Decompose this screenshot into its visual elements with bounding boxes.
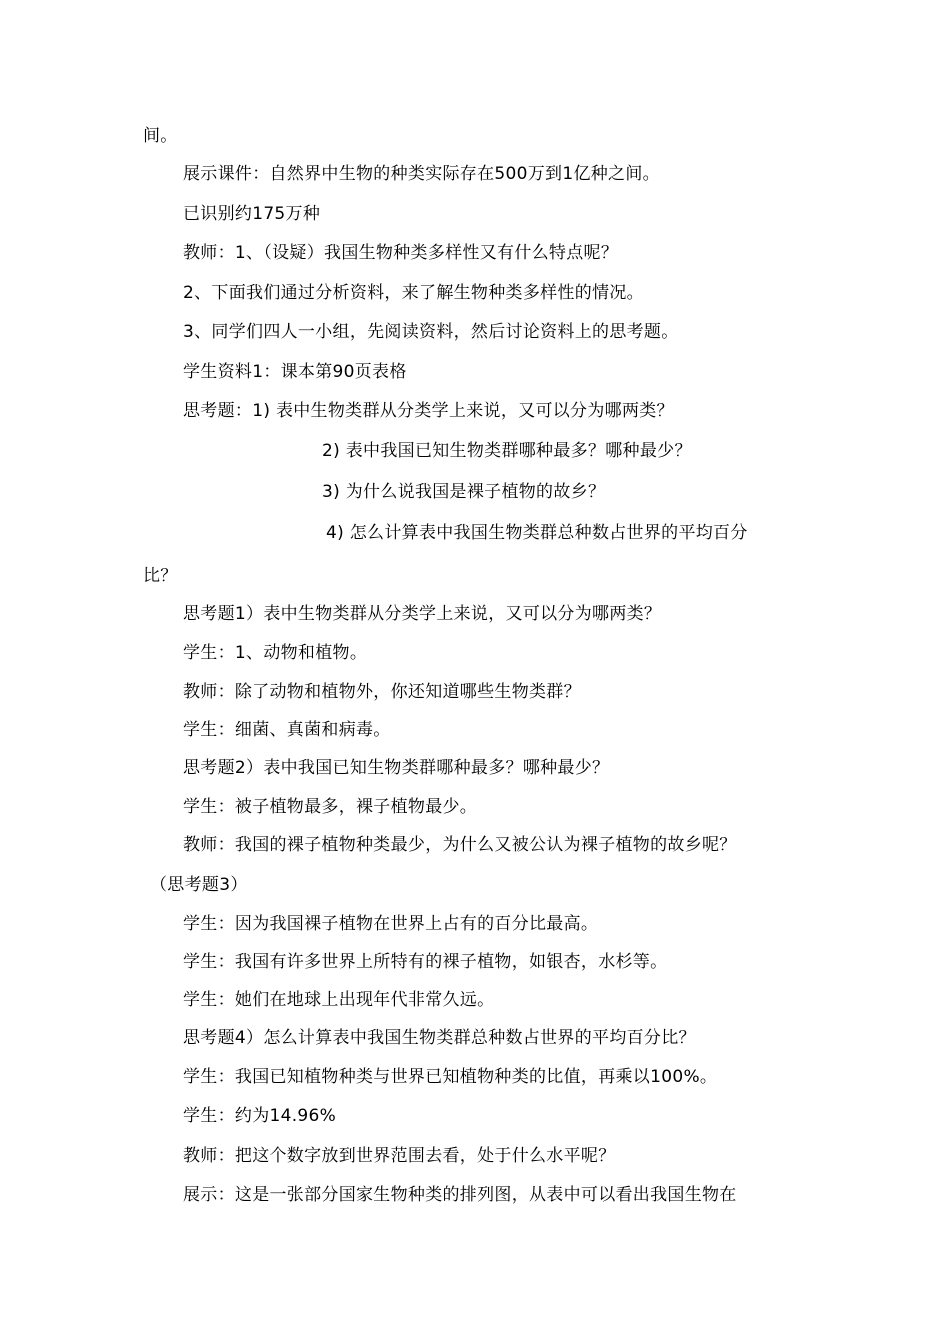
paragraph-line: 展示课件：自然界中生物的种类实际存在500万到1亿种之间。 bbox=[183, 164, 660, 184]
question-line: 3) 为什么说我国是裸子植物的故乡？ bbox=[322, 482, 606, 502]
paragraph-line: 学生：约为14.96% bbox=[183, 1106, 337, 1126]
paragraph-line: 学生：因为我国裸子植物在世界上占有的百分比最高。 bbox=[183, 914, 599, 934]
paragraph-line: 已识别约175万种 bbox=[183, 204, 321, 224]
paragraph-line: 思考题1）表中生物类群从分类学上来说，又可以分为哪两类？ bbox=[183, 604, 662, 624]
paragraph-line: 学生：被子植物最多，裸子植物最少。 bbox=[183, 797, 478, 817]
question-line: 2) 表中我国已知生物类群哪种最多？哪种最少？ bbox=[322, 441, 692, 461]
paragraph-line: 教师：把这个数字放到世界范围去看，处于什么水平呢？ bbox=[183, 1146, 616, 1166]
question-line: 思考题：1) 表中生物类群从分类学上来说，又可以分为哪两类？ bbox=[183, 401, 674, 421]
paragraph-line: 教师：1、（设疑）我国生物种类多样性又有什么特点呢？ bbox=[183, 243, 619, 263]
paragraph-line: 学生：我国已知植物种类与世界已知植物种类的比值，再乘以100%。 bbox=[183, 1067, 718, 1087]
paragraph-line: 学生：她们在地球上出现年代非常久远。 bbox=[183, 990, 495, 1010]
paragraph-line: 学生：1、动物和植物。 bbox=[183, 643, 368, 663]
paragraph-line: 3、同学们四人一小组，先阅读资料，然后讨论资料上的思考题。 bbox=[183, 322, 679, 342]
paragraph-line: 学生：我国有许多世界上所特有的裸子植物，如银杏，水杉等。 bbox=[183, 952, 668, 972]
paragraph-line: 学生资料1：课本第90页表格 bbox=[183, 362, 407, 382]
paragraph-line: 思考题4）怎么计算表中我国生物类群总种数占世界的平均百分比？ bbox=[183, 1028, 696, 1048]
paragraph-line: （思考题3） bbox=[150, 875, 248, 895]
question-line: 4) 怎么计算表中我国生物类群总种数占世界的平均百分 bbox=[326, 523, 748, 543]
paragraph-line: 2、下面我们通过分析资料，来了解生物种类多样性的情况。 bbox=[183, 283, 644, 303]
paragraph-line: 教师：我国的裸子植物种类最少，为什么又被公认为裸子植物的故乡呢？ bbox=[183, 835, 737, 855]
paragraph-line: 教师：除了动物和植物外，你还知道哪些生物类群？ bbox=[183, 682, 581, 702]
paragraph-line: 展示：这是一张部分国家生物种类的排列图，从表中可以看出我国生物在 bbox=[183, 1185, 737, 1205]
paragraph-line: 比？ bbox=[143, 566, 178, 586]
paragraph-line: 学生：细菌、真菌和病毒。 bbox=[183, 720, 391, 740]
paragraph-line: 思考题2）表中我国已知生物类群哪种最多？哪种最少？ bbox=[183, 758, 610, 778]
paragraph-line: 间。 bbox=[143, 126, 178, 146]
